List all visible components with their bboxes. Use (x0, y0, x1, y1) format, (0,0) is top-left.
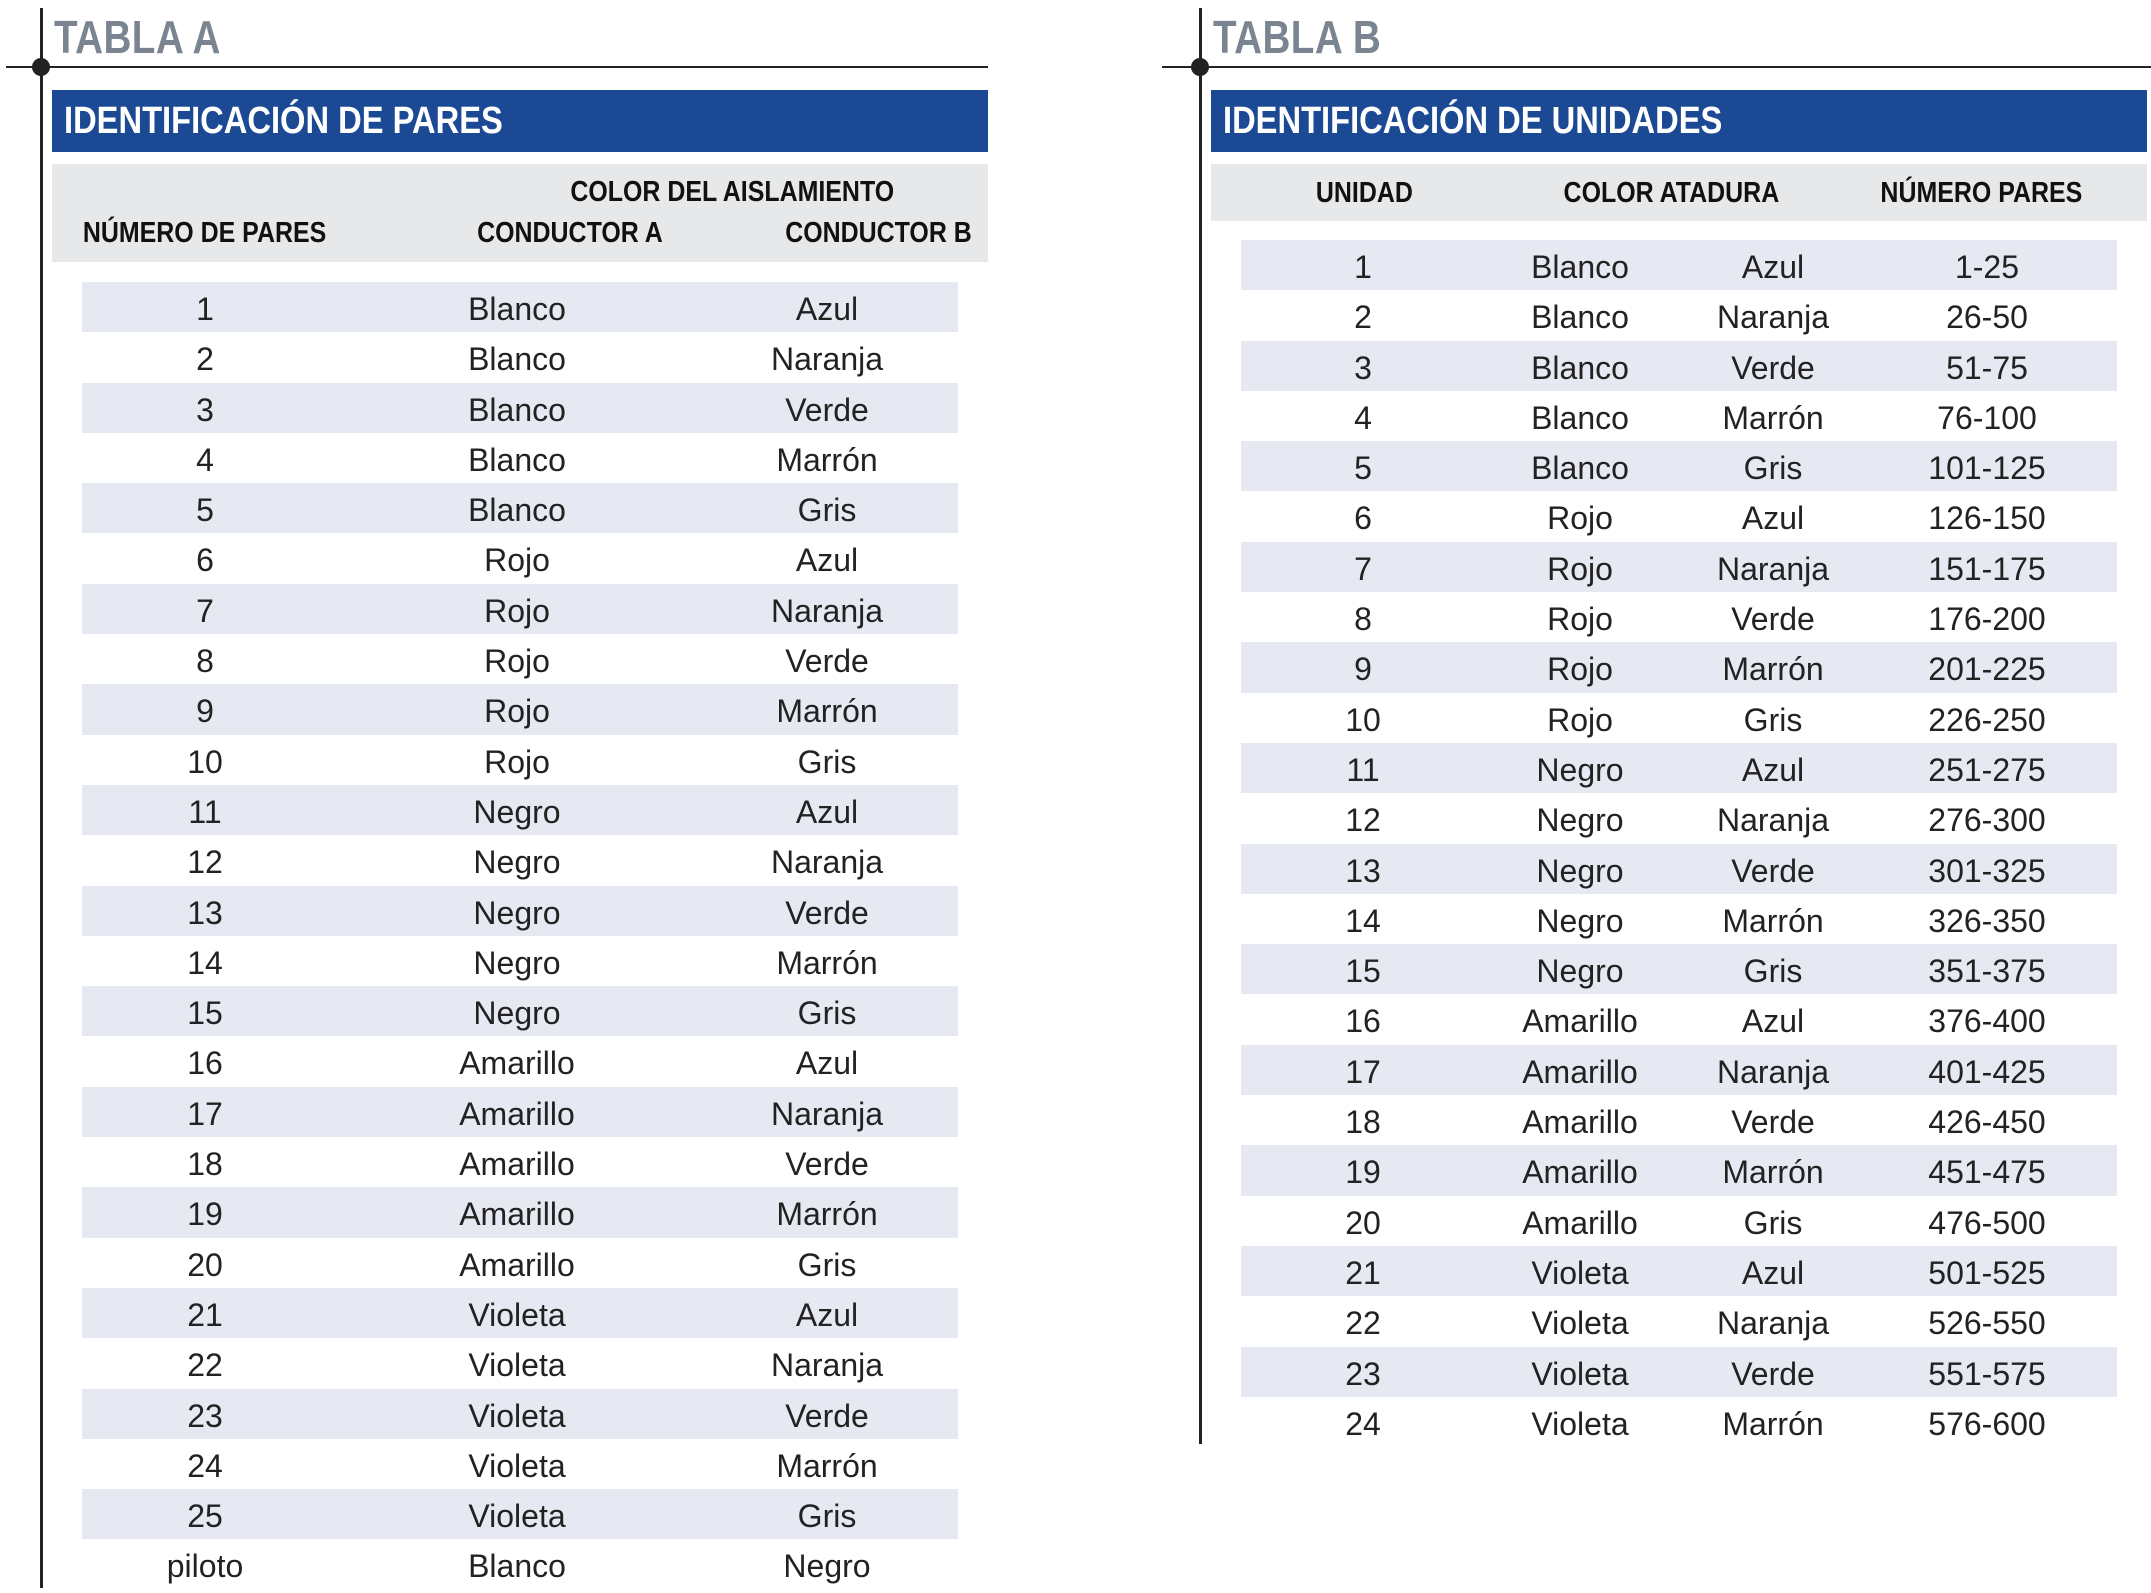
table-row (1241, 441, 2117, 491)
pair-range-cell: 526-550 (1928, 1305, 2046, 1342)
binder-color-2-cell: Azul (1741, 1003, 1805, 1040)
conductor-a-cell: Rojo (484, 743, 550, 780)
table-row (82, 785, 958, 835)
table-row (1241, 290, 2117, 340)
table-row (1241, 994, 2117, 1044)
table-row (82, 433, 958, 483)
binder-color-2-cell: Naranja (1716, 299, 1830, 336)
table-a-banner-text: IDENTIFICACIÓN DE PARES (64, 99, 503, 142)
table-row (1241, 240, 2117, 290)
table-a-header-col1: NÚMERO DE PARES (83, 217, 327, 249)
binder-color-2-cell: Marrón (1722, 902, 1824, 939)
table-row (1241, 592, 2117, 642)
pair-number-cell: 8 (196, 643, 214, 680)
table-row (1241, 844, 2117, 894)
table-row (82, 886, 958, 936)
binder-color-2-cell: Azul (1741, 1254, 1805, 1291)
unit-number-cell: 13 (1345, 852, 1381, 889)
conductor-b-cell: Negro (783, 1548, 871, 1585)
table-row (1241, 642, 2117, 692)
binder-color-1-cell: Amarillo (1522, 1053, 1638, 1090)
binder-color-2-cell: Marrón (1722, 1405, 1824, 1442)
binder-color-1-cell: Rojo (1547, 701, 1613, 738)
binder-color-1-cell: Rojo (1547, 500, 1613, 537)
pair-number-cell: 20 (187, 1246, 223, 1283)
table-row (1241, 693, 2117, 743)
table-row (82, 1137, 958, 1187)
pair-range-cell: 76-100 (1937, 399, 2037, 436)
conductor-a-cell: Amarillo (459, 1045, 575, 1082)
pair-number-cell: 10 (187, 743, 223, 780)
pair-number-cell: 19 (187, 1196, 223, 1233)
table-b-rule-dot (1191, 58, 1209, 76)
conductor-a-cell: Violeta (468, 1347, 566, 1384)
conductor-a-cell: Rojo (484, 592, 550, 629)
pair-number-cell: 1 (196, 291, 214, 327)
binder-color-2-cell: Gris (1743, 450, 1803, 487)
unit-number-cell: 7 (1354, 550, 1372, 587)
table-row (82, 835, 958, 885)
table-row (1241, 1296, 2117, 1346)
unit-number-cell: 5 (1354, 450, 1372, 487)
pair-range-cell: 326-350 (1928, 902, 2046, 939)
conductor-a-cell: Blanco (468, 1548, 566, 1585)
conductor-a-cell: Blanco (468, 341, 566, 378)
conductor-b-cell: Marrón (776, 1196, 878, 1233)
conductor-a-cell: Negro (473, 995, 561, 1032)
pair-number-cell: 11 (188, 793, 222, 830)
pair-range-cell: 101-125 (1928, 450, 2046, 487)
binder-color-1-cell: Blanco (1531, 299, 1629, 336)
pair-range-cell: 501-525 (1928, 1254, 2046, 1291)
binder-color-1-cell: Negro (1536, 802, 1624, 839)
conductor-a-cell: Amarillo (459, 1095, 575, 1132)
unit-number-cell: 21 (1345, 1254, 1381, 1291)
unit-number-cell: 14 (1345, 902, 1381, 939)
pair-range-cell: 151-175 (1928, 550, 2046, 587)
unit-number-cell: 6 (1354, 500, 1372, 537)
conductor-a-cell: Negro (473, 894, 561, 931)
pair-range-cell: 276-300 (1928, 802, 2046, 839)
binder-color-1-cell: Blanco (1531, 249, 1629, 285)
table-row (82, 634, 958, 684)
table-row (82, 483, 958, 533)
pair-range-cell: 351-375 (1928, 953, 2046, 990)
table-row (1241, 1246, 2117, 1296)
table-b-body (1241, 240, 2117, 1447)
conductor-b-cell: Marrón (776, 944, 878, 981)
conductor-b-cell: Marrón (776, 1447, 878, 1484)
pair-number-cell: piloto (166, 1548, 244, 1585)
binder-color-1-cell: Violeta (1531, 1355, 1629, 1392)
pair-range-cell: 126-150 (1928, 500, 2046, 537)
conductor-b-cell: Azul (795, 291, 859, 327)
pair-number-cell: 14 (187, 944, 223, 981)
table-a-rule-dot (32, 58, 50, 76)
unit-number-cell: 20 (1345, 1204, 1381, 1241)
binder-color-1-cell: Amarillo (1522, 1154, 1638, 1191)
table-row (82, 1489, 958, 1539)
pair-range-cell: 1-25 (1954, 249, 2020, 285)
pair-range-cell: 576-600 (1928, 1405, 2046, 1442)
pair-number-cell: 9 (196, 693, 214, 730)
conductor-b-cell: Verde (785, 643, 869, 680)
conductor-a-cell: Violeta (468, 1296, 566, 1333)
table-a-header-col2: CONDUCTOR A (477, 217, 663, 249)
binder-color-2-cell: Verde (1731, 349, 1815, 386)
binder-color-1-cell: Negro (1536, 852, 1624, 889)
binder-color-2-cell: Azul (1741, 500, 1805, 537)
conductor-b-cell: Azul (795, 793, 859, 830)
conductor-a-cell: Amarillo (459, 1196, 575, 1233)
pair-number-cell: 5 (196, 492, 214, 529)
table-row (1241, 894, 2117, 944)
binder-color-1-cell: Violeta (1531, 1305, 1629, 1342)
table-a-label: TABLA A (54, 11, 221, 63)
table-row (1241, 944, 2117, 994)
unit-number-cell: 23 (1345, 1355, 1381, 1392)
table-row (1241, 491, 2117, 541)
conductor-b-cell: Naranja (770, 592, 884, 629)
pair-number-cell: 7 (196, 592, 214, 629)
unit-number-cell: 18 (1345, 1104, 1381, 1141)
binder-color-2-cell: Gris (1743, 1204, 1803, 1241)
conductor-b-cell: Naranja (770, 844, 884, 881)
binder-color-1-cell: Rojo (1547, 651, 1613, 688)
table-a-header-col3: CONDUCTOR B (784, 217, 972, 249)
conductor-b-cell: Gris (797, 1246, 857, 1283)
table-b-vertical-rule (1199, 8, 1202, 1444)
pair-number-cell: 6 (196, 542, 214, 579)
conductor-b-cell: Naranja (770, 1095, 884, 1132)
pair-range-cell: 251-275 (1928, 751, 2046, 788)
table-b-panel (1158, 0, 2151, 1589)
conductor-a-cell: Amarillo (459, 1146, 575, 1183)
unit-number-cell: 24 (1345, 1405, 1381, 1442)
table-row (82, 1187, 958, 1237)
unit-number-cell: 11 (1346, 751, 1380, 788)
table-row (82, 1539, 958, 1589)
table-row (1241, 542, 2117, 592)
conductor-a-cell: Violeta (468, 1447, 566, 1484)
conductor-b-cell: Azul (795, 542, 859, 579)
pair-number-cell: 23 (187, 1397, 223, 1434)
table-row (82, 684, 958, 734)
table-row (82, 383, 958, 433)
table-row (1241, 341, 2117, 391)
table-b-label: TABLA B (1213, 11, 1382, 63)
table-a-vertical-rule (40, 8, 43, 1588)
table-row (1241, 1196, 2117, 1246)
binder-color-1-cell: Violeta (1531, 1405, 1629, 1442)
pair-number-cell: 12 (187, 844, 223, 881)
binder-color-2-cell: Naranja (1716, 550, 1830, 587)
table-row (1241, 743, 2117, 793)
conductor-b-cell: Verde (785, 894, 869, 931)
table-row (82, 533, 958, 583)
unit-number-cell: 19 (1345, 1154, 1381, 1191)
binder-color-1-cell: Negro (1536, 751, 1624, 788)
table-row (82, 936, 958, 986)
unit-number-cell: 10 (1345, 701, 1381, 738)
pair-range-cell: 476-500 (1928, 1204, 2046, 1241)
conductor-b-cell: Gris (797, 743, 857, 780)
conductor-b-cell: Gris (797, 995, 857, 1032)
binder-color-2-cell: Naranja (1716, 1053, 1830, 1090)
binder-color-1-cell: Amarillo (1522, 1204, 1638, 1241)
pair-number-cell: 22 (187, 1347, 223, 1384)
table-b-banner (1211, 90, 2147, 152)
table-row (82, 1389, 958, 1439)
pair-number-cell: 3 (196, 391, 214, 428)
table-a-header (52, 164, 988, 262)
table-row (82, 1338, 958, 1388)
conductor-b-cell: Marrón (776, 441, 878, 478)
binder-color-2-cell: Verde (1731, 852, 1815, 889)
conductor-b-cell: Verde (785, 391, 869, 428)
table-row (1241, 1347, 2117, 1397)
pair-number-cell: 2 (196, 341, 214, 378)
table-row (82, 1439, 958, 1489)
table-row (82, 332, 958, 382)
unit-number-cell: 2 (1354, 299, 1372, 336)
binder-color-2-cell: Verde (1731, 1355, 1815, 1392)
unit-number-cell: 1 (1354, 249, 1372, 285)
pair-range-cell: 26-50 (1946, 299, 2028, 336)
conductor-b-cell: Naranja (770, 341, 884, 378)
table-row (1241, 1045, 2117, 1095)
binder-color-1-cell: Negro (1536, 902, 1624, 939)
conductor-a-cell: Rojo (484, 542, 550, 579)
binder-color-1-cell: Blanco (1531, 349, 1629, 386)
table-a-banner (52, 90, 988, 152)
conductor-a-cell: Blanco (468, 391, 566, 428)
table-a-panel (0, 0, 1000, 1589)
conductor-b-cell: Marrón (776, 693, 878, 730)
binder-color-1-cell: Amarillo (1522, 1003, 1638, 1040)
binder-color-2-cell: Gris (1743, 953, 1803, 990)
conductor-a-cell: Violeta (468, 1397, 566, 1434)
pair-range-cell: 551-575 (1928, 1355, 2046, 1392)
binder-color-2-cell: Marrón (1722, 399, 1824, 436)
conductor-a-cell: Rojo (484, 643, 550, 680)
table-row (1241, 391, 2117, 441)
binder-color-2-cell: Naranja (1716, 1305, 1830, 1342)
unit-number-cell: 12 (1345, 802, 1381, 839)
conductor-a-cell: Violeta (468, 1498, 566, 1535)
binder-color-2-cell: Verde (1731, 1104, 1815, 1141)
conductor-a-cell: Negro (473, 844, 561, 881)
table-row (82, 584, 958, 634)
table-row (82, 1087, 958, 1137)
binder-color-2-cell: Verde (1731, 601, 1815, 638)
pair-range-cell: 201-225 (1928, 651, 2046, 688)
table-row (82, 1036, 958, 1086)
pair-number-cell: 13 (187, 894, 223, 931)
binder-color-1-cell: Blanco (1531, 399, 1629, 436)
binder-color-1-cell: Violeta (1531, 1254, 1629, 1291)
conductor-a-cell: Amarillo (459, 1246, 575, 1283)
conductor-a-cell: Blanco (468, 291, 566, 327)
table-row (82, 735, 958, 785)
table-row (1241, 1397, 2117, 1447)
pair-number-cell: 16 (187, 1045, 223, 1082)
table-a-horizontal-rule (6, 66, 988, 68)
binder-color-2-cell: Gris (1743, 701, 1803, 738)
binder-color-1-cell: Blanco (1531, 450, 1629, 487)
binder-color-1-cell: Negro (1536, 953, 1624, 990)
unit-number-cell: 22 (1345, 1305, 1381, 1342)
conductor-b-cell: Azul (795, 1045, 859, 1082)
pair-range-cell: 376-400 (1928, 1003, 2046, 1040)
table-row (1241, 1145, 2117, 1195)
unit-number-cell: 15 (1345, 953, 1381, 990)
binder-color-2-cell: Azul (1741, 249, 1805, 285)
pair-range-cell: 451-475 (1928, 1154, 2046, 1191)
unit-number-cell: 8 (1354, 601, 1372, 638)
pair-range-cell: 426-450 (1928, 1104, 2046, 1141)
pair-range-cell: 176-200 (1928, 601, 2046, 638)
pair-number-cell: 4 (196, 441, 214, 478)
conductor-a-cell: Rojo (484, 693, 550, 730)
table-row (82, 1238, 958, 1288)
conductor-a-cell: Negro (473, 944, 561, 981)
conductor-b-cell: Gris (797, 1498, 857, 1535)
binder-color-2-cell: Naranja (1716, 802, 1830, 839)
binder-color-1-cell: Rojo (1547, 601, 1613, 638)
pair-number-cell: 17 (187, 1095, 223, 1132)
unit-number-cell: 17 (1345, 1053, 1381, 1090)
binder-color-2-cell: Marrón (1722, 651, 1824, 688)
conductor-b-cell: Gris (797, 492, 857, 529)
conductor-a-cell: Negro (473, 793, 561, 830)
table-b-header-col3: NÚMERO PARES (1880, 177, 2082, 209)
table-b-banner-text: IDENTIFICACIÓN DE UNIDADES (1223, 99, 1723, 142)
binder-color-1-cell: Amarillo (1522, 1104, 1638, 1141)
pair-number-cell: 25 (187, 1498, 223, 1535)
conductor-a-cell: Blanco (468, 492, 566, 529)
unit-number-cell: 16 (1345, 1003, 1381, 1040)
table-a-body (82, 282, 958, 1590)
conductor-b-cell: Naranja (770, 1347, 884, 1384)
conductor-b-cell: Verde (785, 1397, 869, 1434)
table-b-header (1211, 164, 2147, 221)
pair-range-cell: 51-75 (1946, 349, 2028, 386)
unit-number-cell: 3 (1354, 349, 1372, 386)
table-row (82, 1288, 958, 1338)
binder-color-2-cell: Marrón (1722, 1154, 1824, 1191)
binder-color-1-cell: Rojo (1547, 550, 1613, 587)
table-a-header-group: COLOR DEL AISLAMIENTO (570, 176, 894, 208)
table-row (82, 986, 958, 1036)
binder-color-2-cell: Azul (1741, 751, 1805, 788)
pair-range-cell: 226-250 (1928, 701, 2046, 738)
pair-number-cell: 15 (187, 995, 223, 1032)
table-row (1241, 793, 2117, 843)
conductor-b-cell: Verde (785, 1146, 869, 1183)
unit-number-cell: 4 (1354, 399, 1372, 436)
unit-number-cell: 9 (1354, 651, 1372, 688)
table-row (82, 282, 958, 332)
table-row (1241, 1095, 2117, 1145)
pair-number-cell: 24 (187, 1447, 223, 1484)
table-b-header-col2: COLOR ATADURA (1563, 177, 1779, 209)
table-b-header-col1: UNIDAD (1315, 177, 1413, 209)
conductor-b-cell: Azul (795, 1296, 859, 1333)
pair-range-cell: 401-425 (1928, 1053, 2046, 1090)
pair-number-cell: 18 (187, 1146, 223, 1183)
pair-range-cell: 301-325 (1928, 852, 2046, 889)
table-b-horizontal-rule (1162, 66, 2151, 68)
pair-number-cell: 21 (187, 1296, 223, 1333)
conductor-a-cell: Blanco (468, 441, 566, 478)
